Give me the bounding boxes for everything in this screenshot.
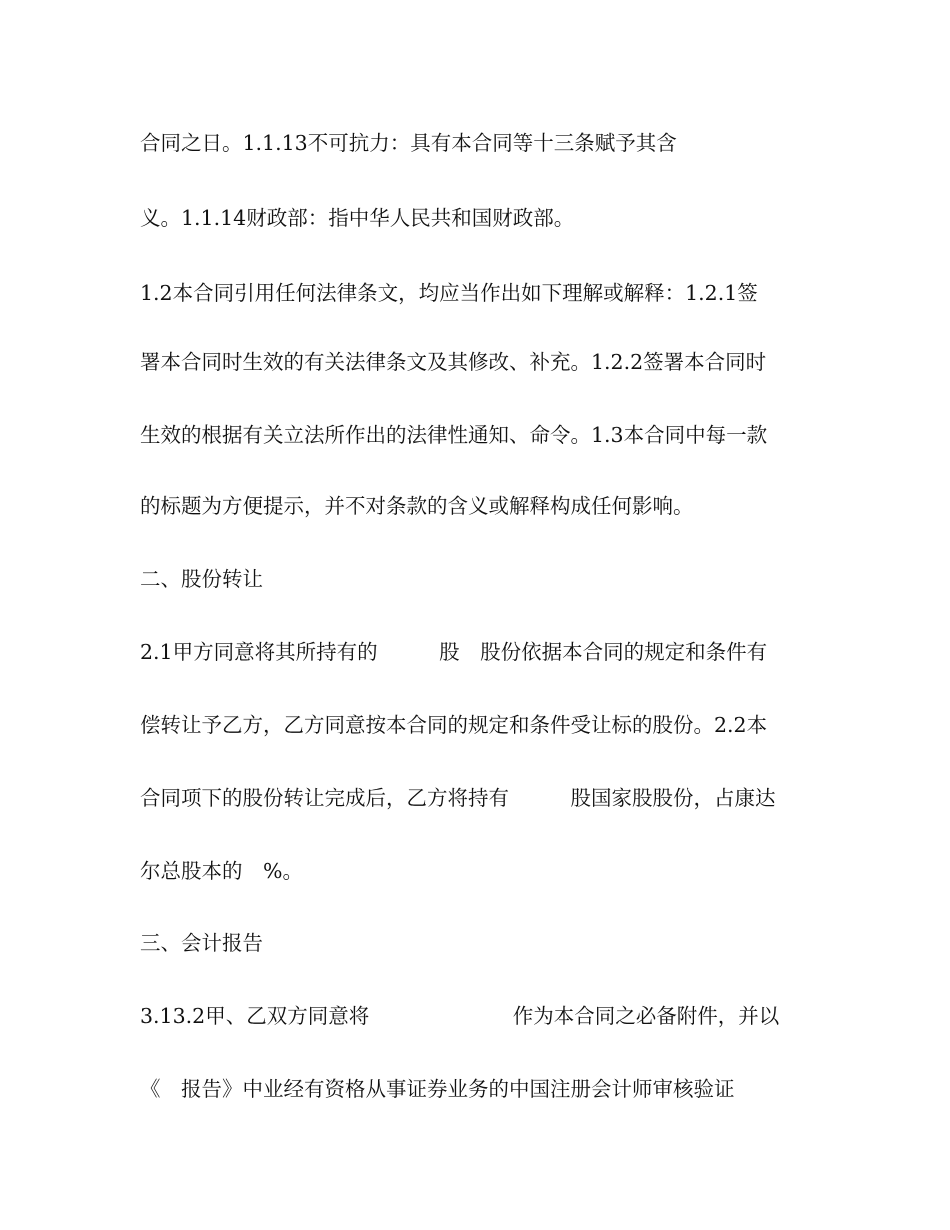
text-line: 合同项下的股份转让完成后，乙方将持有 股国家股股份，占康达 xyxy=(140,786,776,810)
text-line: 的标题为方便提示，并不对条款的含义或解释构成任何影响。 xyxy=(140,494,694,518)
text-line: 3.13.2甲、乙双方同意将 作为本合同之必备附件，并以 xyxy=(140,1004,780,1028)
text-line: 合同之日。1.1.13不可抗力：具有本合同等十三条赋予其含 xyxy=(140,131,677,155)
text-line: 生效的根据有关立法所作出的法律性通知、命令。1.3本合同中每一款 xyxy=(140,423,768,447)
text-line: 偿转让予乙方，乙方同意按本合同的规定和条件受让标的股份。2.2本 xyxy=(140,713,768,737)
text-line: 署本合同时生效的有关法律条文及其修改、补充。1.2.2签署本合同时 xyxy=(140,350,767,374)
text-line: 1.2本合同引用任何法律条文，均应当作出如下理解或解释：1.2.1签 xyxy=(140,281,758,305)
text-line: 2.1甲方同意将其所持有的 股 股份依据本合同的规定和条件有 xyxy=(140,640,768,664)
section-heading: 三、会计报告 xyxy=(140,931,263,955)
text-line: 《 报告》中业经有资格从事证券业务的中国注册会计师审核验证 xyxy=(140,1077,735,1101)
section-heading: 二、股份转让 xyxy=(140,567,263,591)
text-line: 义。1.1.14财政部：指中华人民共和国财政部。 xyxy=(140,206,575,230)
text-line: 尔总股本的 %。 xyxy=(140,859,303,883)
